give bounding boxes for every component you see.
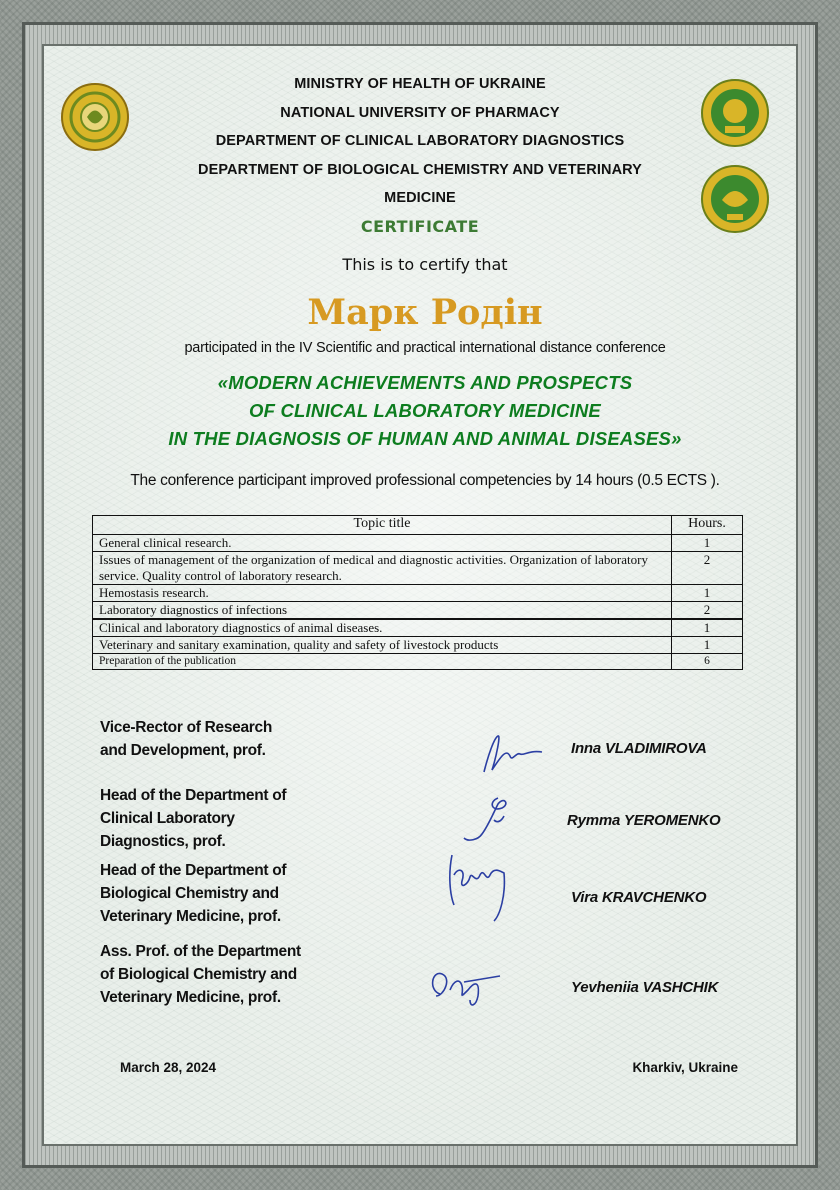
hours-cell: 1 (672, 535, 743, 552)
signatory-role: Ass. Prof. of the Department of Biological Chemistry and Veterinary Medicine, prof. (100, 943, 301, 1006)
conference-title (0, 369, 840, 453)
topic-header: Topic title (93, 516, 672, 535)
signature-image (470, 728, 550, 778)
institution-header (0, 70, 840, 213)
topic-cell: General clinical research. (93, 535, 672, 552)
signature-image (440, 845, 520, 925)
topic-cell: Clinical and laboratory diagnostics of animal diseases. (93, 619, 672, 637)
university-line: NATIONAL UNIVERSITY OF PHARMACY (280, 104, 560, 121)
hours-cell: 1 (672, 637, 743, 654)
participant-name: Марк Родін (307, 292, 543, 333)
table-row (93, 585, 743, 602)
issue-date: March 28, 2024 (120, 1060, 217, 1075)
signatory-role: Head of the Department of Clinical Laboratory Diagnostics, prof. (100, 787, 287, 850)
hours-cell: 2 (672, 602, 743, 620)
conference-title-line: «MODERN ACHIEVEMENTS AND PROSPECTS (217, 372, 633, 393)
hours-cell: 1 (672, 585, 743, 602)
hours-cell: 1 (672, 619, 743, 637)
signatory-name: Vira KRAVCHENKO (571, 889, 707, 906)
topic-cell: Laboratory diagnostics of infections (93, 602, 672, 620)
table-header-row (93, 516, 743, 535)
department-line-2: DEPARTMENT OF BIOLOGICAL CHEMISTRY AND VETERINARY MEDICINE (198, 161, 642, 206)
competencies-text: The conference participant improved professional competencies by 14 hours (0.5 ECTS ). (130, 472, 720, 489)
issue-place: Kharkiv, Ukraine (632, 1060, 738, 1075)
table-row (93, 535, 743, 552)
table-row (93, 637, 743, 654)
topic-cell: Issues of management of the organization of medical and diagnostic activities. Organization of laboratory service. Quality control of laboratory research. (93, 552, 672, 585)
signatory-role: Vice-Rector of Research and Development, prof. (100, 719, 273, 759)
signatory-name: Yevheniia VASHCHIK (571, 979, 719, 996)
certify-text: This is to certify that (342, 255, 508, 274)
conference-title-line: OF CLINICAL LABORATORY MEDICINE (249, 400, 601, 421)
conference-title-line: IN THE DIAGNOSIS OF HUMAN AND ANIMAL DISEASES» (168, 428, 682, 449)
signature-image (458, 790, 528, 850)
signatory-name: Inna VLADIMIROVA (571, 740, 707, 757)
signatory-role: Head of the Department of Biological Chemistry and Veterinary Medicine, prof. (100, 862, 287, 925)
topic-cell: Preparation of the publication (93, 654, 672, 670)
signature-image (424, 960, 504, 1010)
table-row (93, 619, 743, 637)
topic-cell: Hemostasis research. (93, 585, 672, 602)
department-line-1: DEPARTMENT OF CLINICAL LABORATORY DIAGNOSTICS (215, 133, 625, 149)
signatory-name: Rymma YEROMENKO (567, 812, 721, 829)
certificate-title: CERTIFICATE (360, 217, 480, 236)
hours-header: Hours. (672, 516, 743, 535)
hours-cell: 2 (672, 552, 743, 585)
participation-text: participated in the IV Scientific and practical international distance conference (184, 340, 666, 356)
table-row (93, 602, 743, 620)
ministry-line: MINISTRY OF HEALTH OF UKRAINE (294, 76, 546, 92)
topic-cell: Veterinary and sanitary examination, quality and safety of livestock products (93, 637, 672, 654)
table-row (93, 552, 743, 585)
hours-cell: 6 (672, 654, 743, 670)
table-row (93, 654, 743, 670)
topics-table (92, 515, 743, 670)
